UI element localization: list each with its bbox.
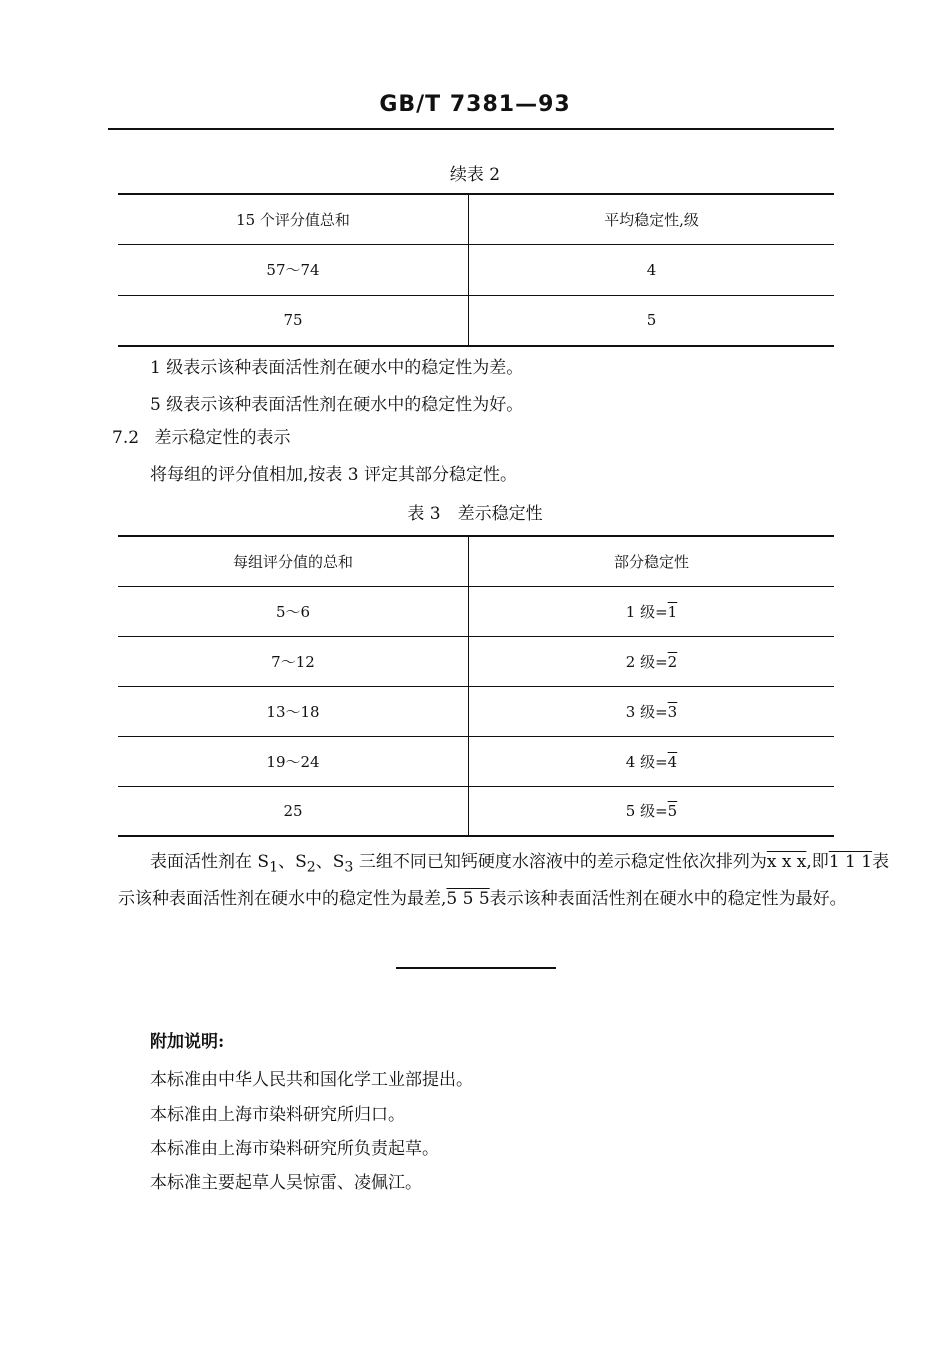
table3-cell-level [469, 586, 835, 636]
subscript: 2 [306, 859, 316, 876]
table-row [118, 586, 834, 636]
explanation-line-1 [150, 851, 889, 878]
level-symbol: 2 [667, 652, 678, 671]
table3-cell-level [469, 636, 835, 686]
section-7-2-body: 将每组的评分值相加,按表 3 评定其部分稳定性。 [150, 465, 518, 485]
table-row [118, 636, 834, 686]
text-run: 、S [278, 852, 307, 872]
subscript: 1 [269, 859, 279, 876]
table-row [118, 295, 834, 346]
table2-header-row [118, 194, 834, 244]
table2 [118, 193, 834, 347]
table3-cell-range: 7～12 [118, 636, 469, 686]
level-label: 2 级= [625, 652, 668, 671]
additional-notes-title: 附加说明: [150, 1032, 225, 1052]
table3-caption: 表 3 差示稳定性 [407, 504, 543, 524]
table2-header-avg: 平均稳定性,级 [469, 194, 835, 244]
table3-cell-range: 5～6 [118, 586, 469, 636]
table2-cell-level: 5 [469, 295, 835, 346]
text-run: 、S [315, 852, 345, 872]
explanation-line-2 [118, 888, 847, 910]
header-rule [108, 128, 834, 130]
note-item: 本标准主要起草人吴惊雷、凌佩江。 [150, 1173, 422, 1193]
level-symbol: 5 [667, 802, 678, 821]
section-7-2-heading [112, 427, 290, 449]
note-item: 本标准由中华人民共和国化学工业部提出。 [150, 1070, 473, 1090]
level-label: 5 级= [625, 802, 668, 821]
text-run: 示该种表面活性剂在硬水中的稳定性为最差, [118, 889, 447, 909]
level-label: 1 级= [625, 602, 668, 621]
table3-cell-level [469, 686, 835, 736]
overlined-sequence: x x x [766, 852, 807, 872]
text-run: 表 [872, 852, 890, 872]
overlined-sequence: 5 5 5 [446, 889, 490, 909]
section-number: 7.2 [112, 428, 140, 448]
table3-cell-level [469, 786, 835, 836]
level-symbol: 3 [667, 702, 678, 721]
subscript: 3 [344, 859, 354, 876]
table-row [118, 686, 834, 736]
table-row [118, 786, 834, 836]
table2-header-sum: 15 个评分值总和 [118, 194, 469, 244]
table3-cell-range: 13～18 [118, 686, 469, 736]
table2-cell-level: 4 [469, 244, 835, 295]
text-run: ,即 [806, 852, 829, 872]
table2-caption: 续表 2 [449, 165, 501, 185]
table-row [118, 244, 834, 295]
table3-cell-level [469, 736, 835, 786]
overlined-sequence: 1 1 1 [828, 852, 873, 872]
table-row [118, 736, 834, 786]
table3-cell-range: 19～24 [118, 736, 469, 786]
table3-header-row [118, 536, 834, 586]
table3-header-partial: 部分稳定性 [469, 536, 835, 586]
note-grade-1: 1 级表示该种表面活性剂在硬水中的稳定性为差。 [150, 358, 524, 378]
table2-cell-sum: 75 [118, 295, 469, 346]
level-label: 4 级= [625, 752, 668, 771]
page-header-title: GB/T 7381—93 [379, 92, 571, 117]
note-grade-5: 5 级表示该种表面活性剂在硬水中的稳定性为好。 [150, 395, 524, 415]
level-symbol: 1 [667, 602, 678, 621]
note-item: 本标准由上海市染料研究所负责起草。 [150, 1139, 439, 1159]
table2-cell-sum: 57～74 [118, 244, 469, 295]
section-title: 差示稳定性的表示 [154, 428, 291, 448]
table3 [118, 535, 834, 837]
text-run: 表示该种表面活性剂在硬水中的稳定性为最好。 [489, 889, 847, 909]
note-item: 本标准由上海市染料研究所归口。 [150, 1105, 405, 1125]
section-separator [396, 967, 556, 969]
level-symbol: 4 [667, 752, 678, 771]
text-run: 表面活性剂在 S [150, 852, 270, 872]
table3-header-sum: 每组评分值的总和 [118, 536, 469, 586]
table3-cell-range: 25 [118, 786, 469, 836]
text-run: 三组不同已知钙硬度水溶液中的差示稳定性依次排列为 [353, 852, 767, 872]
level-label: 3 级= [625, 702, 668, 721]
